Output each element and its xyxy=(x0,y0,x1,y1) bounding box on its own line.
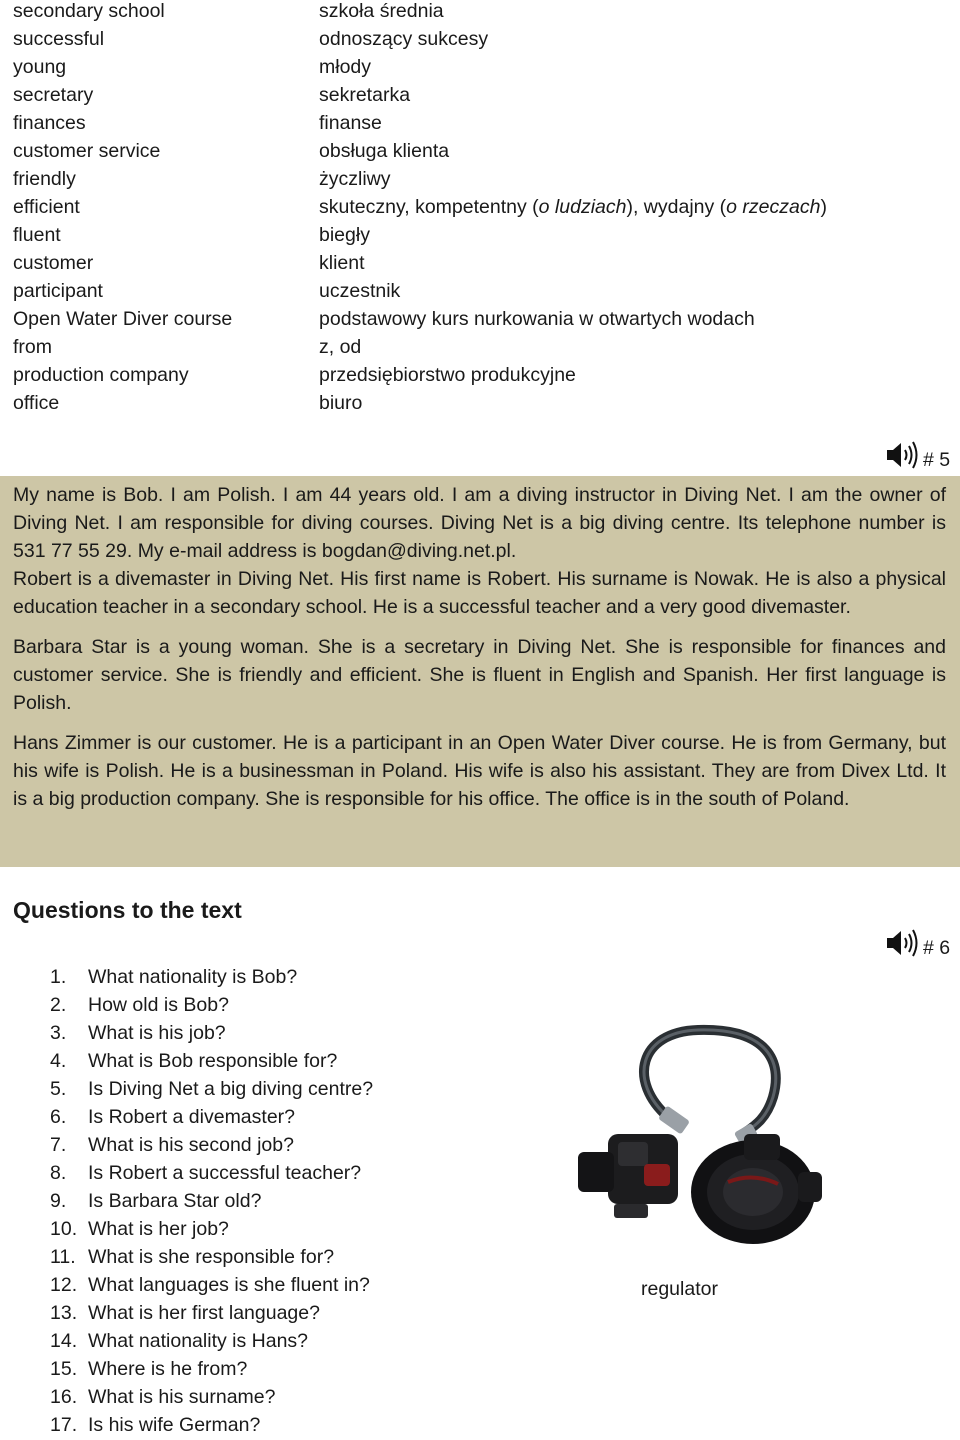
vocab-row xyxy=(13,0,943,28)
vocab-row xyxy=(13,308,943,336)
question-item: 6. Is Robert a divemaster? xyxy=(50,1106,296,1128)
speaker-icon xyxy=(885,440,921,470)
audio-track-label: # 5 xyxy=(923,449,951,471)
question-item: 4. What is Bob responsible for? xyxy=(50,1050,338,1072)
question-item: 3. What is his job? xyxy=(50,1022,226,1044)
vocab-row xyxy=(13,168,943,196)
regulator-image xyxy=(548,1022,848,1252)
vocab-polish: uczestnik xyxy=(319,280,401,302)
vocab-english: Open Water Diver course xyxy=(13,308,233,330)
vocab-polish: biegły xyxy=(319,224,370,246)
vocab-row xyxy=(13,224,943,252)
question-item: 15. Where is he from? xyxy=(50,1358,248,1380)
vocab-english: secondary school xyxy=(13,0,165,22)
reading-paragraph: Barbara Star is a young woman. She is a secretary in Diving Net. She is responsible for finances and customer service. She is friendly and efficient. She is fluent in English and Spanish. Her first language is Polish. xyxy=(13,636,946,714)
vocab-polish: życzliwy xyxy=(319,168,391,190)
vocab-polish: obsługa klienta xyxy=(319,140,450,162)
questions-list xyxy=(50,964,373,1440)
vocab-polish: szkoła średnia xyxy=(319,0,444,22)
vocab-english: fluent xyxy=(13,224,61,246)
vocab-polish: skuteczny, kompetentny (o ludziach), wydajny (o rzeczach) xyxy=(319,196,827,218)
vocab-row xyxy=(13,392,943,420)
vocab-row xyxy=(13,140,943,168)
vocab-row xyxy=(13,56,943,84)
vocab-english: secretary xyxy=(13,84,94,106)
audio-track-6[interactable] xyxy=(885,928,950,958)
question-item: 1. What nationality is Bob? xyxy=(50,966,298,988)
vocab-english: participant xyxy=(13,280,103,302)
audio-track-label: # 6 xyxy=(923,937,951,959)
vocab-row xyxy=(13,196,943,224)
vocab-english: customer xyxy=(13,252,94,274)
question-item: 17. Is his wife German? xyxy=(50,1414,261,1436)
vocab-polish: podstawowy kurs nurkowania w otwartych wodach xyxy=(319,308,755,330)
vocab-polish: młody xyxy=(319,56,372,78)
question-item: 8. Is Robert a successful teacher? xyxy=(50,1162,362,1184)
vocab-row xyxy=(13,252,943,280)
question-item: 12. What languages is she fluent in? xyxy=(50,1274,370,1296)
question-item: 13. What is her first language? xyxy=(50,1302,320,1324)
vocab-polish: przedsiębiorstwo produkcyjne xyxy=(319,364,576,386)
question-item: 11. What is she responsible for? xyxy=(50,1246,335,1268)
reading-paragraph: My name is Bob. I am Polish. I am 44 years old. I am a diving instructor in Diving Net. I am the owner of Diving Net. I am responsible for diving courses. Diving Net is a big diving centre. Its telephone number is 531 77 55 29. My e-mail address is bogdan@diving.net.pl. xyxy=(13,484,946,562)
vocab-row xyxy=(13,84,943,112)
vocab-english: successful xyxy=(13,28,105,50)
question-item: 7. What is his second job? xyxy=(50,1134,294,1156)
vocab-row xyxy=(13,280,943,308)
question-item: 9. Is Barbara Star old? xyxy=(50,1190,262,1212)
vocab-row xyxy=(13,336,943,364)
reading-text-box xyxy=(0,476,960,867)
image-caption: regulator xyxy=(641,1278,718,1300)
vocab-polish: z, od xyxy=(319,336,362,358)
reading-paragraph: Robert is a divemaster in Diving Net. His first name is Robert. His surname is Nowak. He is also a physical education teacher in a secondary school. He is a successful teacher and a very good divemaster. xyxy=(13,568,946,618)
vocab-row xyxy=(13,112,943,140)
vocab-polish: sekretarka xyxy=(319,84,411,106)
question-item: 5. Is Diving Net a big diving centre? xyxy=(50,1078,374,1100)
question-item: 16. What is his surname? xyxy=(50,1386,276,1408)
reading-paragraph: Hans Zimmer is our customer. He is a participant in an Open Water Diver course. He is from Germany, but his wife is Polish. He is a businessman in Poland. His wife is also his assistant. They are from Divex Ltd. It is a big production company. She is responsible for his office. The office is in the south of Poland. xyxy=(13,732,946,810)
vocab-polish: klient xyxy=(319,252,365,274)
question-item: 10. What is her job? xyxy=(50,1218,229,1240)
audio-track-5[interactable] xyxy=(885,440,950,470)
vocab-english: production company xyxy=(13,364,189,386)
vocab-english: from xyxy=(13,336,52,358)
vocabulary-list xyxy=(13,0,943,420)
vocab-english: finances xyxy=(13,112,86,134)
questions-heading: Questions to the text xyxy=(13,897,242,923)
vocab-polish: finanse xyxy=(319,112,382,134)
vocab-english: office xyxy=(13,392,60,414)
question-item: 2. How old is Bob? xyxy=(50,994,229,1016)
vocab-english: customer service xyxy=(13,140,161,162)
question-item: 14. What nationality is Hans? xyxy=(50,1330,309,1352)
vocab-polish: biuro xyxy=(319,392,363,414)
vocab-english: efficient xyxy=(13,196,80,218)
vocab-english: friendly xyxy=(13,168,76,190)
speaker-icon xyxy=(885,928,921,958)
vocab-polish: odnoszący sukcesy xyxy=(319,28,489,50)
vocab-row xyxy=(13,28,943,56)
vocab-english: young xyxy=(13,56,67,78)
vocab-row xyxy=(13,364,943,392)
